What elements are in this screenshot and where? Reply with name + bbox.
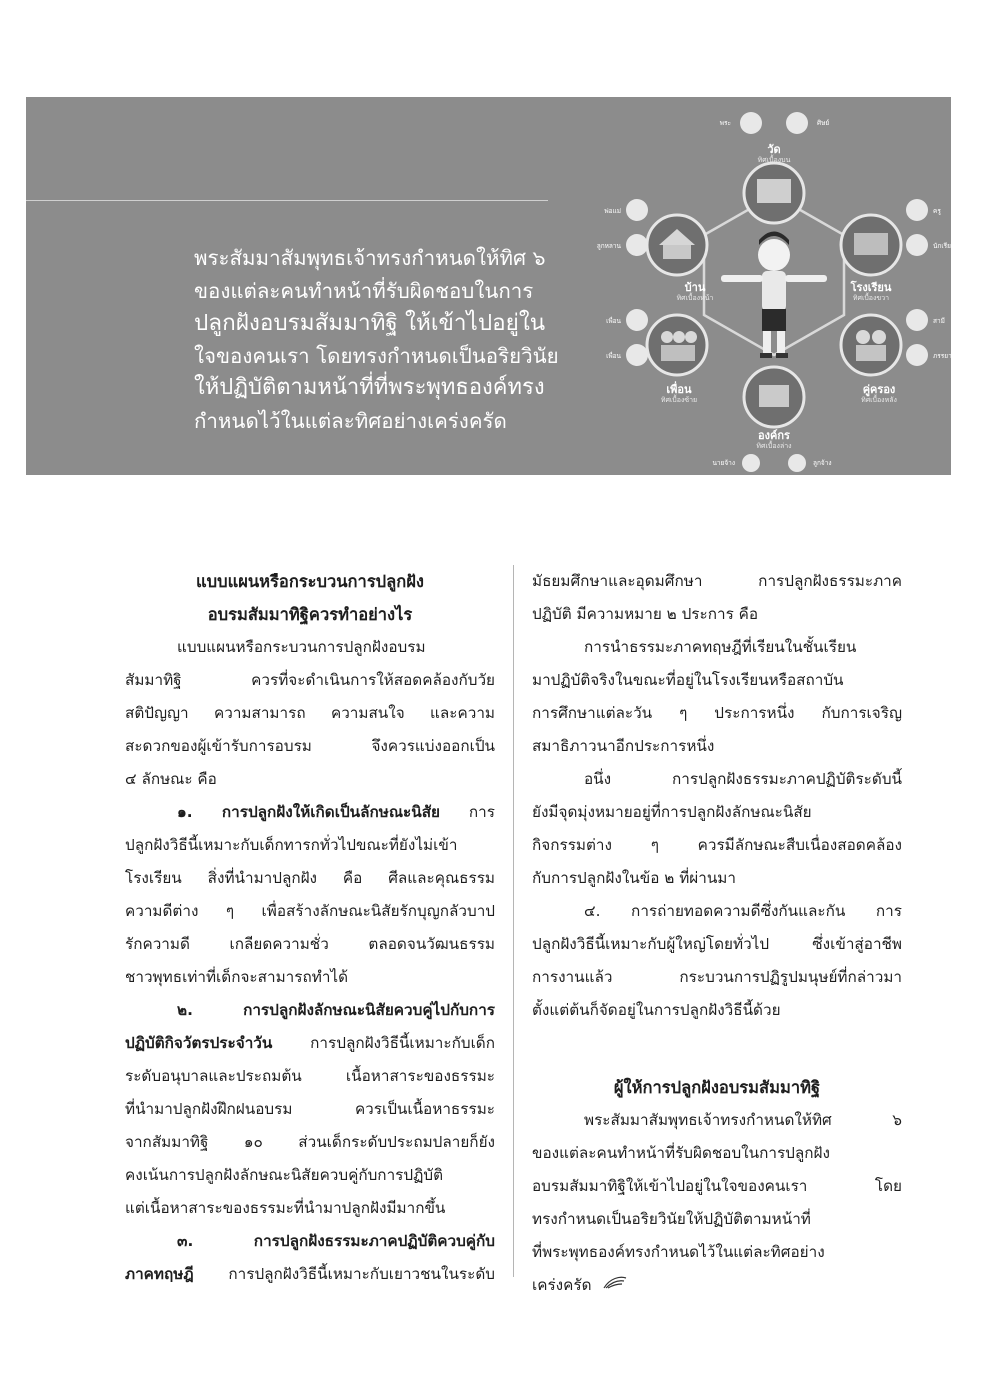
item-2-title-cont: ปฏิบัติกิจวัตรประจำวัน — [125, 1034, 273, 1052]
node-temple-label: วัด — [767, 143, 781, 156]
node-temple-sub: ทิศเบื้องบน — [757, 156, 791, 164]
paragraph-line: ชาวพุทธเท่าที่เด็กจะสามารถทำได้ — [125, 968, 349, 986]
role-label: ศิษย์ — [817, 119, 830, 127]
banner-divider — [26, 200, 548, 201]
paragraph-line: ความดีต่าง ๆ เพื่อสร้างลักษณะนิสัยรักบุญกลัวบาป — [125, 902, 495, 920]
left-column — [125, 565, 495, 1291]
node-friends-label: เพื่อน — [666, 383, 692, 396]
item-3-title-line-2 — [125, 1258, 495, 1291]
banner-quote-line: ปลูกฝังอบรมสัมมาทิฐิ ให้เข้าไปอยู่ใน — [194, 310, 546, 337]
item-3-title-rest: การปลูกฝังวิธีนี้เหมาะกับเยาวชนในระดับ — [228, 1265, 495, 1283]
paragraph-final-line — [532, 1269, 902, 1302]
child-figure — [721, 232, 827, 359]
paragraph-line: แต่เนื้อหาสาระของธรรมะที่นำมาปลูกฝังมีมากขึ้น — [125, 1199, 446, 1217]
paragraph-line: ของแต่ละคนทำหน้าที่รับผิดชอบในการปลูกฝัง — [532, 1144, 830, 1162]
banner-quote-line: ให้ปฏิบัติตามหน้าที่ที่พระพุทธองค์ทรง — [194, 375, 545, 401]
paragraph-line: ที่นำมาปลูกฝังฝึกฝนอบรม ควรเป็นเนื้อหาธรรมะ — [125, 1100, 495, 1118]
banner-quote-line: กำหนดไว้ในแต่ละทิศอย่างเคร่งครัด — [194, 408, 507, 433]
item-1-title-rest: การ — [468, 803, 495, 821]
header-banner — [26, 97, 956, 475]
paragraph-line: สติปัญญา ความสามารถ ความสนใจ และความ — [125, 704, 495, 722]
section-heading: แบบแผนหรือกระบวนการปลูกฝัง — [196, 572, 424, 591]
paragraph-line: ทรงกำหนดเป็นอริยวินัยให้ปฏิบัติตามหน้าที่ — [532, 1210, 811, 1228]
node-school-sub: ทิศเบื้องขวา — [852, 294, 890, 302]
item-3-title-cont: ภาคทฤษฎี — [125, 1265, 194, 1283]
column-divider — [513, 565, 514, 1277]
paragraph-line: เคร่งครัด — [532, 1276, 592, 1294]
paragraph-line: ๔. การถ่ายทอดความดีซึ่งกันและกัน การ — [584, 902, 902, 920]
paragraph-line: พระสัมมาสัมพุทธเจ้าทรงกำหนดให้ทิศ ๖ — [584, 1111, 902, 1129]
item-2-title-line-2 — [125, 1027, 495, 1060]
paragraph-line: ที่พระพุทธองค์ทรงกำหนดไว้ในแต่ละทิศอย่าง — [532, 1243, 825, 1261]
paragraph-line: จากสัมมาทิฐิ ๑๐ ส่วนเด็กระดับประถมปลายก็ยัง — [125, 1133, 495, 1151]
node-organization — [744, 367, 804, 450]
paragraph-line: ปลูกฝังวิธีนี้เหมาะกับผู้ใหญ่โดยทั่วไป ซึ่งเข้าสู่อาชีพ — [532, 935, 902, 953]
role-label: ลูกหลาน — [596, 242, 621, 250]
six-directions-diagram — [596, 105, 956, 473]
item-3-title: ๓. การปลูกฝังธรรมะภาคปฏิบัติควบคู่กับ — [177, 1232, 495, 1250]
node-home-sub: ทิศเบื้องหน้า — [676, 294, 714, 302]
node-friends — [647, 315, 707, 404]
node-school-label: โรงเรียน — [850, 281, 892, 294]
paragraph-line: กับการปลูกฝังในข้อ ๒ ที่ผ่านมา — [532, 869, 736, 887]
paragraph-line: รักความดี เกลียดความชั่ว ตลอดจนวัฒนธรรม — [125, 935, 495, 953]
paragraph-line: มัธยมศึกษาและอุดมศึกษา การปลูกฝังธรรมะภาค — [532, 572, 902, 590]
paragraph-line: ยังมีจุดมุ่งหมายอยู่ที่การปลูกฝังลักษณะนิสัย — [532, 803, 812, 821]
banner-quote-line: ของแต่ละคนทำหน้าที่รับผิดชอบในการ — [194, 278, 534, 303]
paragraph-line: การนำธรรมะภาคทฤษฎีที่เรียนในชั้นเรียน — [584, 638, 857, 656]
node-organization-label: องค์กร — [758, 429, 790, 442]
node-home-label: บ้าน — [684, 281, 706, 294]
paragraph-line: กิจกรรมต่าง ๆ ควรมีลักษณะสืบเนื่องสอดคล้อง — [532, 836, 902, 854]
node-school — [841, 215, 901, 302]
paragraph-line: ปลูกฝังวิธีนี้เหมาะกับเด็กทารกทั่วไปขณะที่ยังไม่เข้า — [125, 836, 458, 854]
section-gap — [532, 1027, 902, 1071]
role-label: ภรรยา — [933, 352, 952, 360]
role-label: สามี — [933, 317, 945, 325]
role-label: ลูกจ้าง — [813, 459, 832, 467]
node-home — [647, 215, 713, 302]
node-spouse-label: คู่ครอง — [862, 383, 896, 396]
paragraph-line: การศึกษาแต่ละวัน ๆ ประการหนึ่ง กับการเจริญ — [532, 704, 902, 722]
role-label: เพื่อน — [606, 317, 621, 325]
item-1-title: ๑. การปลูกฝังให้เกิดเป็นลักษณะนิสัย — [177, 803, 440, 821]
role-label: พ่อแม่ — [604, 207, 621, 215]
end-mark-icon — [602, 1269, 628, 1302]
six-directions-svg — [596, 105, 956, 473]
paragraph-line: สัมมาทิฐิ ควรที่จะดำเนินการให้สอดคล้องกับวัย — [125, 671, 495, 689]
section-heading: อบรมสัมมาทิฐิควรทำอย่างไร — [207, 605, 413, 624]
banner-quote-line: ใจของคนเรา โดยทรงกำหนดเป็นอริยวินัย — [194, 343, 559, 368]
item-2-title-rest: การปลูกฝังวิธีนี้เหมาะกับเด็ก — [310, 1034, 495, 1052]
paragraph-line: โรงเรียน สิ่งที่นำมาปลูกฝัง คือ ศีลและคุณธรรม — [125, 869, 495, 887]
role-label: ครู — [933, 207, 941, 215]
role-label: นักเรียน — [933, 242, 956, 250]
role-label: เพื่อน — [606, 352, 621, 360]
node-friends-sub: ทิศเบื้องซ้าย — [660, 396, 698, 404]
paragraph-line: อบรมสัมมาทิฐิให้เข้าไปอยู่ในใจของคนเรา โดย — [532, 1177, 902, 1195]
paragraph-line: สมาธิภาวนาอีกประการหนึ่ง — [532, 737, 715, 755]
paragraph-line: สะดวกของผู้เข้ารับการอบรม จึงควรแบ่งออกเป็น — [125, 737, 495, 755]
section-heading: ผู้ให้การปลูกฝังอบรมสัมมาทิฐิ — [613, 1078, 821, 1097]
paragraph-line: คงเน้นการปลูกฝังลักษณะนิสัยควบคู่กับการปฏิบัติ — [125, 1166, 444, 1184]
paragraph-line: การงานแล้ว กระบวนการปฏิรูปมนุษย์ที่กล่าวมา — [532, 968, 902, 986]
paragraph-line: ตั้งแต่ต้นก็จัดอยู่ในการปลูกฝังวิธีนี้ด้วย — [532, 1001, 781, 1019]
paragraph-line: อนึ่ง การปลูกฝังธรรมะภาคปฏิบัติระดับนี้ — [584, 770, 902, 788]
banner-quote-line: พระสัมมาสัมพุทธเจ้าทรงกำหนดให้ทิศ ๖ — [194, 246, 546, 270]
role-label: นายจ้าง — [712, 459, 735, 467]
banner-quote — [194, 242, 559, 438]
paragraph-line: มาปฏิบัติจริงในขณะที่อยู่ในโรงเรียนหรือสถาบัน — [532, 671, 844, 689]
node-spouse-sub: ทิศเบื้องหลัง — [861, 396, 897, 404]
node-spouse — [841, 315, 901, 404]
paragraph-line: ระดับอนุบาลและประถมต้น เนื้อหาสาระของธรรมะ — [125, 1067, 495, 1085]
paragraph-line: แบบแผนหรือกระบวนการปลูกฝังอบรม — [177, 638, 426, 656]
item-2-title: ๒. การปลูกฝังลักษณะนิสัยควบคู่ไปกับการ — [177, 1001, 495, 1019]
node-temple — [744, 143, 804, 223]
paragraph-line: ปฏิบัติ มีความหมาย ๒ ประการ คือ — [532, 605, 759, 623]
node-organization-sub: ทิศเบื้องล่าง — [756, 442, 792, 450]
right-column — [532, 565, 902, 1302]
paragraph-line: ๔ ลักษณะ คือ — [125, 770, 217, 788]
role-label: พระ — [719, 119, 731, 127]
item-1-title-line — [125, 796, 495, 829]
